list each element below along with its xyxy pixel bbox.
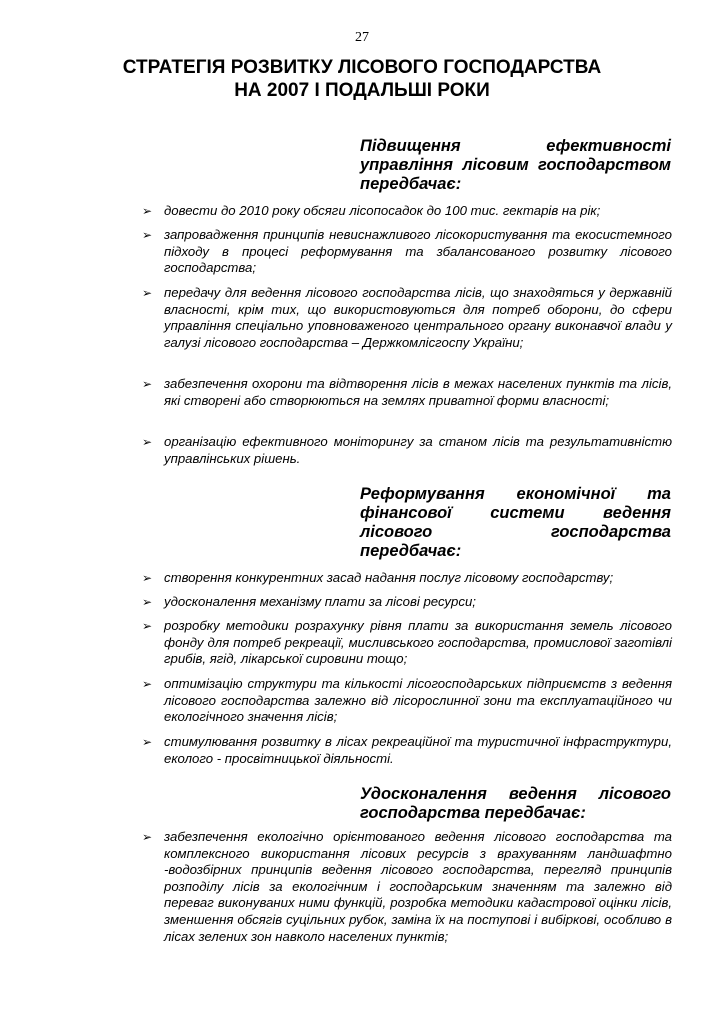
list-item-text: удосконалення механізму плати за лісові ресурси; [164, 594, 476, 609]
heading-line: лісового господарства [360, 523, 671, 541]
arrow-bullet-icon: ➢ [142, 677, 153, 691]
list-item [142, 285, 672, 351]
list-item [142, 829, 672, 945]
list-item-text: розробку методики розрахунку рівня плати за використання земель лісового фонду для потреб рекреації, мисливського господарства, промислової заготівлі грибів, ягід, лікарської сировини тощо; [164, 618, 672, 667]
list-item [142, 676, 672, 726]
list-item-text: передачу для ведення лісового господарства лісів, що знаходяться у державній власності, крім тих, що використовуються для потреб оборони, до сфери управління спеціально уповноваженого центрального органу виконавчої влади у галузі лісового господарства – Держкомлісгоспу України; [164, 285, 672, 350]
document-title [60, 56, 664, 102]
section-heading-economic-reform [360, 485, 671, 561]
arrow-bullet-icon: ➢ [142, 377, 153, 391]
list-item [142, 376, 672, 409]
heading-line: господарства передбачає: [360, 804, 586, 822]
title-line-1: СТРАТЕГІЯ РОЗВИТКУ ЛІСОВОГО ГОСПОДАРСТВА [122, 57, 602, 78]
heading-line: фінансової системи ведення [360, 504, 671, 522]
list-item-text: запровадження принципів невиснажливого лісокористування та екосистемного підходу в процесі реформування та збалансованого розвитку лісового господарства; [164, 227, 672, 276]
list-item-text: забезпечення екологічно орієнтованого ведення лісового господарства та комплексного використання лісових ресурсів з врахуванням ландшафтно -водозбірних принципів ведення лісового господарства, перегляд принципів розподілу лісів за екологічним і господарським значенням та залежно від переваг виконуваних ними функцій, розробка методики кадастрової оцінки лісів, зменшення обсягів суцільних рубок, заміна їх на поступові і вибіркові, особливо в лісах зелених зон навколо населених пунктів; [164, 829, 672, 944]
list-item-text: оптимізацію структури та кількості лісогосподарських підприємств з ведення лісового господарства залежно від лісорослинної зони та експлуатаційного чи екологічного значення лісів; [164, 676, 672, 725]
list-item [142, 227, 672, 277]
list-item [142, 434, 672, 467]
list-item-text: організацію ефективного моніторингу за станом лісів та результативністю управлінських рішень. [164, 434, 672, 466]
list-item-text: довести до 2010 року обсяги лісопосадок до 100 тис. гектарів на рік; [164, 203, 601, 218]
heading-line: Підвищення ефективності [360, 137, 671, 155]
arrow-bullet-icon: ➢ [142, 735, 153, 749]
list-item-text: забезпечення охорони та відтворення лісів в межах населених пунктів та лісів, які створені або створюються на землях приватної форми власності; [164, 376, 672, 408]
arrow-bullet-icon: ➢ [142, 595, 153, 609]
list-item-text: створення конкурентних засад надання послуг лісовому господарству; [164, 570, 614, 585]
list-item [142, 594, 672, 611]
arrow-bullet-icon: ➢ [142, 204, 153, 218]
arrow-bullet-icon: ➢ [142, 571, 153, 585]
arrow-bullet-icon: ➢ [142, 830, 153, 844]
list-item [142, 618, 672, 668]
heading-line: Удосконалення ведення лісового [360, 785, 671, 803]
list-item-text: стимулювання розвитку в лісах рекреаційної та туристичної інфраструктури, еколого - просвітницької діяльності. [164, 734, 672, 766]
section-heading-efficiency [360, 137, 671, 194]
page-number: 27 [355, 30, 369, 45]
arrow-bullet-icon: ➢ [142, 435, 153, 449]
heading-line: управління лісовим господарством [360, 156, 671, 174]
list-item [142, 203, 672, 220]
arrow-bullet-icon: ➢ [142, 228, 153, 242]
arrow-bullet-icon: ➢ [142, 286, 153, 300]
list-item [142, 734, 672, 767]
section-heading-forestry-improvement [360, 785, 671, 823]
heading-line: Реформування економічної та [360, 485, 671, 503]
list-item [142, 570, 672, 587]
arrow-bullet-icon: ➢ [142, 619, 153, 633]
title-line-2: НА 2007 І ПОДАЛЬШІ РОКИ [234, 80, 490, 101]
heading-line: передбачає: [360, 175, 462, 193]
heading-line: передбачає: [360, 542, 462, 560]
